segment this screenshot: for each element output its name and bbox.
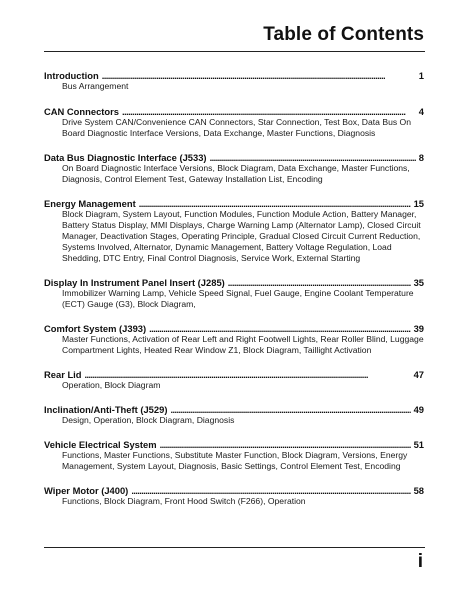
page-folio: i	[417, 551, 423, 572]
toc-entry-title: Data Bus Diagnostic Interface (J533)	[44, 152, 207, 163]
toc-entry-page: 58	[413, 485, 424, 496]
toc-entry-title: Inclination/Anti-Theft (J529)	[44, 404, 168, 415]
toc-entry-page: 49	[413, 404, 424, 415]
leader-dots	[210, 152, 416, 163]
toc-entry-energy-management[interactable]	[44, 198, 425, 264]
leader-dots	[160, 439, 411, 450]
toc-entry-title: Comfort System (J393)	[44, 323, 147, 334]
toc-entry-description: Design, Operation, Block Diagram, Diagnosis	[62, 415, 235, 425]
toc-entry-title: CAN Connectors	[44, 106, 120, 117]
toc-entry-description: Drive System CAN/Convenience CAN Connectors, Star Connection, Test Box, Data Bus On Board Diagnostic Interface Versions, Data Exchange, Master Functions, Diagnosis	[62, 117, 411, 138]
leader-dots	[85, 369, 411, 380]
leader-dots	[170, 404, 410, 415]
toc-entry-page: 51	[413, 439, 424, 450]
toc-entry-description: Block Diagram, System Layout, Function Modules, Function Module Action, Battery Manager, Battery Status Display, MMI Displays, Charge Warning Lamp (Alternator Lamp), Closed Circuit Manager, Deactivation Stages, Operating Principle, Gradual Closed Circuit Current Reduction, Systems Involved, Alternator, Dynamic Management, Battery Voltage Regulation, Load Shedding, DTC Entry, Final Control Diagnosis, Service Work, External Starting	[62, 209, 421, 263]
toc-entry-page: 15	[413, 198, 424, 209]
toc-entry-description: On Board Diagnostic Interface Versions, Block Diagram, Data Exchange, Master Functions, Diagnosis, Control Element Test, Gateway Installation List, Encoding	[62, 163, 410, 184]
toc-entry-description: Operation, Block Diagram	[62, 380, 161, 390]
toc-entry-page: 35	[413, 277, 424, 288]
leader-dots	[102, 70, 416, 81]
top-divider	[44, 51, 425, 52]
toc-entry-can-connectors[interactable]	[44, 106, 425, 139]
toc-entry-description: Functions, Block Diagram, Front Hood Switch (F266), Operation	[62, 496, 306, 506]
leader-dots	[149, 323, 410, 334]
toc-entry-comfort-system[interactable]	[44, 323, 425, 356]
toc-entry-inclination-anti-theft[interactable]	[44, 404, 425, 426]
toc-entry-vehicle-electrical-system[interactable]	[44, 439, 425, 472]
bottom-divider	[44, 547, 425, 548]
toc-entry-title: Wiper Motor (J400)	[44, 485, 129, 496]
toc-entry-data-bus-diagnostic-interface[interactable]	[44, 152, 425, 185]
toc-entry-description: Immobilizer Warning Lamp, Vehicle Speed Signal, Fuel Gauge, Engine Coolant Temperature (ECT) Gauge (G3), Block Diagram,	[62, 288, 414, 309]
toc-entry-page: 1	[418, 70, 424, 81]
page-title: Table of Contents	[263, 24, 424, 45]
toc-entry-display-instrument-panel[interactable]	[44, 277, 425, 310]
toc-entry-title: Display In Instrument Panel Insert (J285)	[44, 277, 225, 288]
toc-entry-introduction[interactable]	[44, 70, 425, 92]
toc-entry-page: 4	[418, 106, 424, 117]
toc-entry-description: Master Functions, Activation of Rear Left and Right Footwell Lights, Rear Roller Blind, Luggage Compartment Lights, Heated Rear Window Z1, Block Diagram, Taillight Activation	[62, 334, 424, 355]
toc-entry-wiper-motor[interactable]	[44, 485, 425, 507]
toc-entry-page: 47	[413, 369, 424, 380]
toc-list	[44, 70, 425, 507]
toc-entry-page: 39	[413, 323, 424, 334]
leader-dots	[228, 277, 411, 288]
toc-entry-description: Bus Arrangement	[62, 81, 129, 91]
leader-dots	[122, 106, 416, 117]
leader-dots	[131, 485, 410, 496]
toc-entry-rear-lid[interactable]	[44, 369, 425, 391]
toc-entry-page: 8	[418, 152, 424, 163]
leader-dots	[139, 198, 411, 209]
toc-entry-title: Energy Management	[44, 198, 136, 209]
toc-entry-description: Functions, Master Functions, Substitute Master Function, Block Diagram, Versions, Energy Management, System Layout, Diagnosis, Basic Settings, Control Element Test, Encoding	[62, 450, 408, 471]
toc-entry-title: Rear Lid	[44, 369, 82, 380]
toc-entry-title: Introduction	[44, 70, 99, 81]
toc-entry-title: Vehicle Electrical System	[44, 439, 157, 450]
